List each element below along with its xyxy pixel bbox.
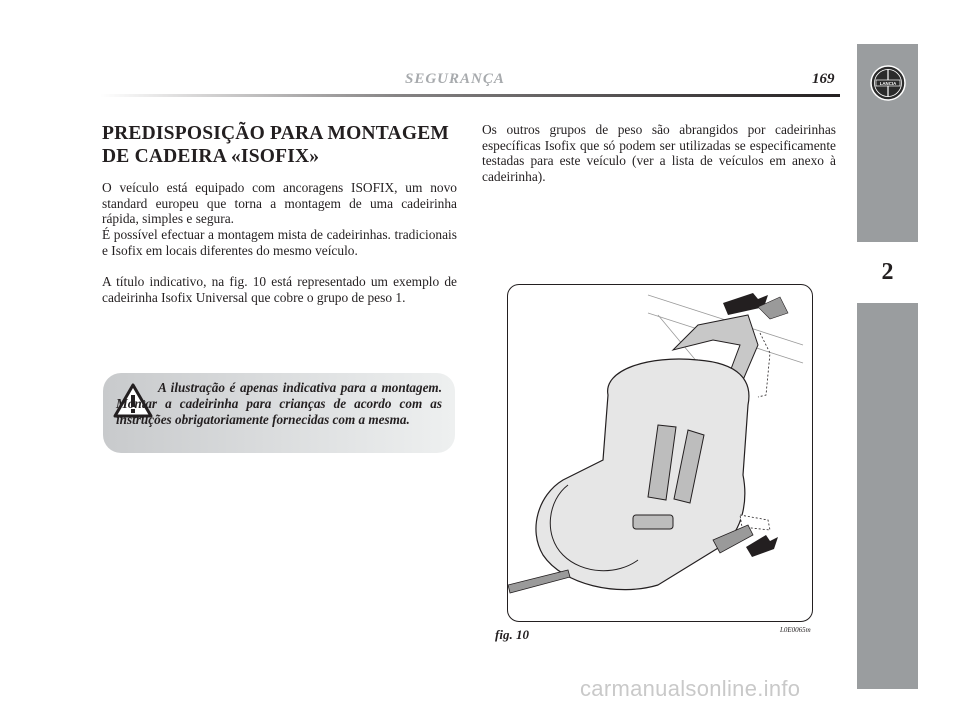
arrow-icon <box>746 535 778 557</box>
logo-text: LANCIA <box>879 81 897 86</box>
page-number: 169 <box>812 71 835 87</box>
child-seat-illustration <box>508 285 812 621</box>
lancia-logo-icon <box>869 64 907 102</box>
figure-code: L0E0065m <box>780 626 811 634</box>
watermark: carmanualsonline.info <box>580 676 801 701</box>
seat-shell <box>536 359 749 590</box>
warning-text <box>116 380 442 427</box>
paragraph-isofix-intro: O veículo está equipado com ancoragens ISOFIX, um novo standard europeu que torna a montagem de uma cadeirinha rápida, simples e segura. <box>102 180 457 227</box>
chapter-side-tab <box>857 44 918 689</box>
section-heading <box>102 122 462 168</box>
chapter-number: 2 <box>857 242 918 303</box>
header-rule <box>100 94 840 97</box>
figure-frame <box>507 284 813 622</box>
heading-line-2: DE CADEIRA «ISOFIX» <box>102 146 320 167</box>
paragraph-other-groups: Os outros grupos de peso são abrangidos por cadeirinhas específicas Isofix que só podem ser utilizadas se especificamente testadas para este veículo (ver a lista de veículos em anexo à cadeirinha). <box>482 122 836 184</box>
paragraph-figure-example: A título indicativo, na fig. 10 está representado um exemplo de cadeirinha Isofix Universal que cobre o grupo de peso 1. <box>102 274 457 305</box>
figure-caption: fig. 10 <box>495 627 529 642</box>
harness-buckle <box>633 515 673 529</box>
warning-text-content: A ilustração é apenas indicativa para a montagem. Montar a cadeirinha para crianças de acordo com as instruções obrigatoriamente fornecidas com a mesma. <box>116 380 442 427</box>
heading-line-1: PREDISPOSIÇÃO PARA MONTAGEM <box>102 123 450 144</box>
seat-belt <box>508 570 570 593</box>
paragraph-mixed-mounting: É possível efectuar a montagem mista de cadeirinhas. tradicionais e Isofix em locais diferentes do mesmo veículo. <box>102 227 457 258</box>
arrow-icon <box>723 293 768 315</box>
section-title: SEGURANÇA <box>405 71 505 87</box>
tether-dashed <box>758 333 770 397</box>
